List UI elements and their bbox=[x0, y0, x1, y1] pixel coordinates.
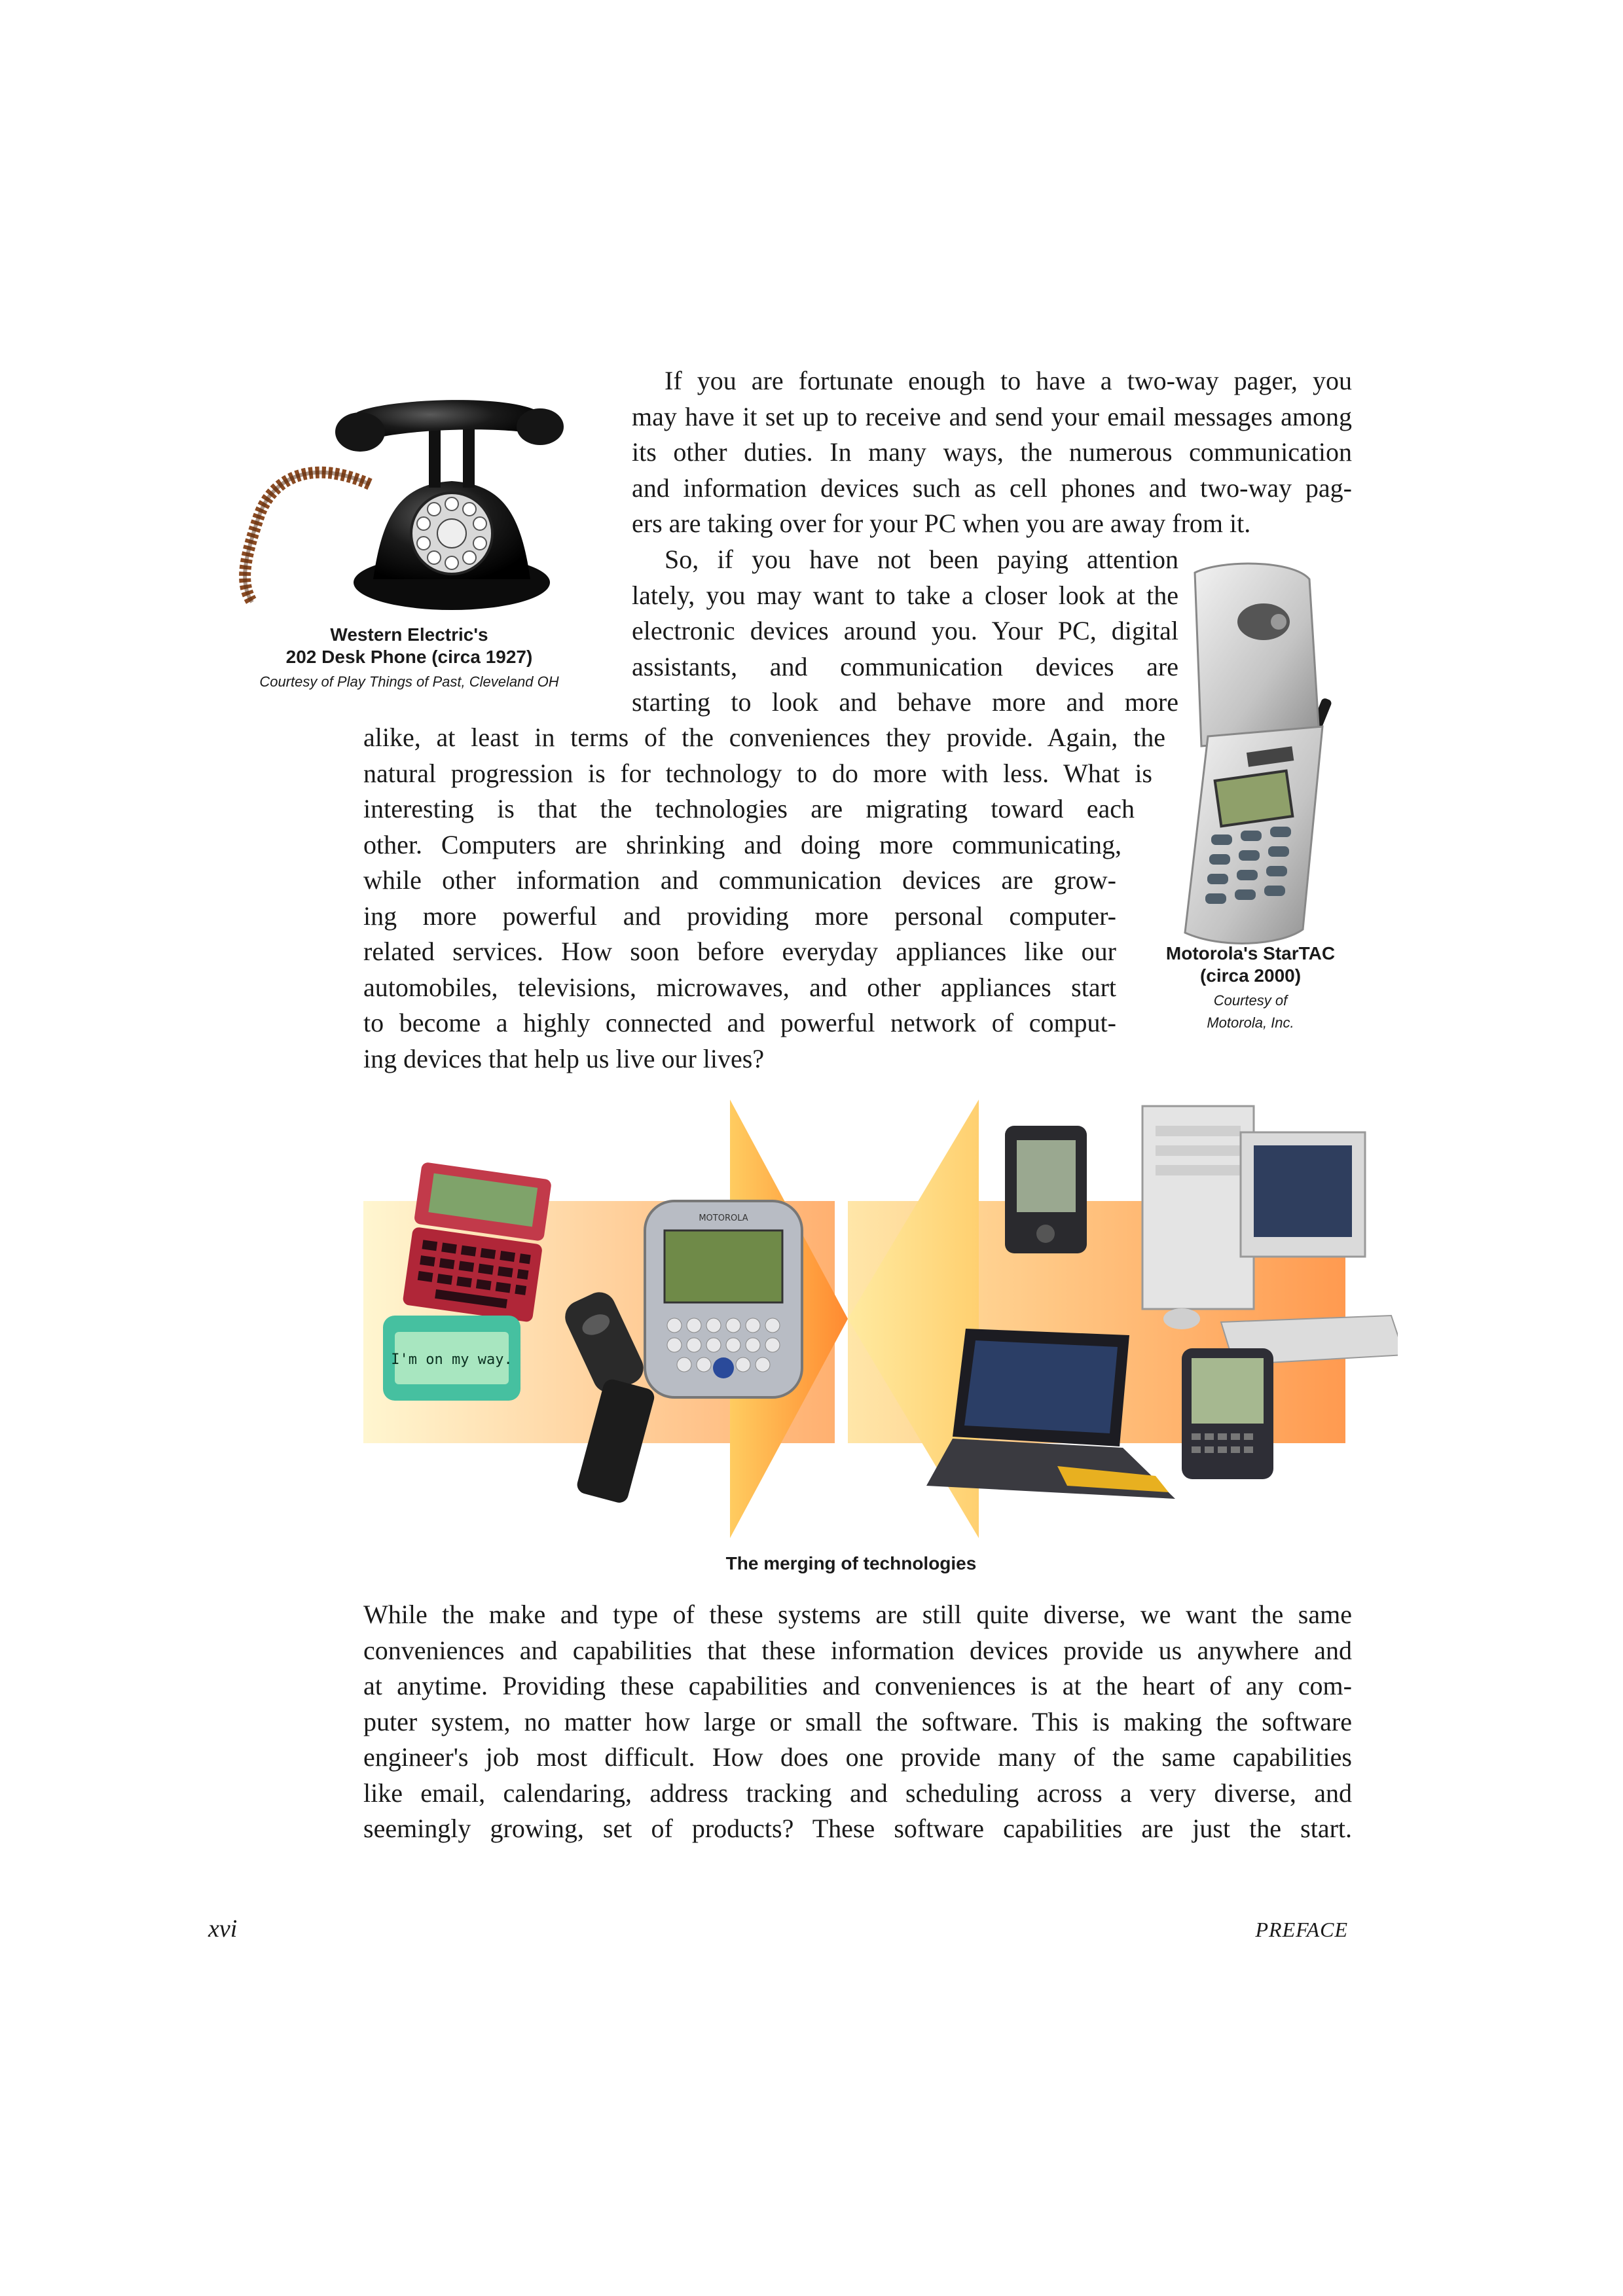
merging-figure-caption-text: The merging of technologies bbox=[725, 1553, 977, 1573]
startac-credit-line2: Motorola, Inc. bbox=[1207, 1014, 1294, 1031]
paragraph-3-line: While the make and type of these systems are still quite diverse, we want the same bbox=[363, 1600, 1352, 1629]
merging-technologies-figure bbox=[363, 1086, 1398, 1545]
paragraph-3 bbox=[363, 1597, 1352, 1847]
startac-caption bbox=[1126, 942, 1375, 1034]
pager-brand-label: MOTOROLA bbox=[699, 1213, 748, 1223]
paragraph-3-line: engineer's job most difficult. How does one provide many of the same capabilities bbox=[363, 1742, 1352, 1772]
paragraph-2-line: So, if you have not been paying attention bbox=[665, 545, 1178, 574]
paragraph-2-line: starting to look and behave more and more bbox=[632, 687, 1178, 717]
desk-phone-caption bbox=[216, 624, 602, 693]
paragraph-2-line: natural progression is for technology to do more with less. What is bbox=[363, 758, 1152, 788]
paragraph-2-line: ing devices that help us live our lives? bbox=[363, 1043, 765, 1073]
paragraph-3-line: at anytime. Providing these capabilities and conveniences is at the heart of any com- bbox=[363, 1671, 1352, 1700]
desk-phone-caption-subtitle: 202 Desk Phone (circa 1927) bbox=[285, 647, 533, 667]
desk-phone-credit: Courtesy of Play Things of Past, Cleveland OH bbox=[259, 673, 559, 690]
paragraph-3-line: puter system, no matter how large or small the software. This is making the software bbox=[363, 1706, 1352, 1736]
pager-message-text: I'm on my way. bbox=[391, 1352, 513, 1368]
startac-caption-title: Motorola's StarTAC bbox=[1165, 943, 1336, 963]
paragraph-2-line: related services. How soon before everyday appliances like our bbox=[363, 937, 1116, 966]
paragraph-2-line: electronic devices around you. Your PC, digital bbox=[632, 616, 1178, 645]
startac-credit-line1: Courtesy of bbox=[1213, 992, 1288, 1009]
paragraph-2-line: other. Computers are shrinking and doing more communicating, bbox=[363, 829, 1122, 859]
paragraph-2-line: interesting is that the technologies are migrating toward each bbox=[363, 794, 1135, 823]
paragraph-1-line: and information devices such as cell phones and two-way pag- bbox=[632, 473, 1352, 503]
paragraph-2-line: alike, at least in terms of the conveniences they provide. Again, the bbox=[363, 723, 1165, 752]
startac-phone-image bbox=[1149, 560, 1365, 952]
paragraph-3-line: like email, calendaring, address tracking and scheduling across a very diverse, and bbox=[363, 1778, 1352, 1808]
paragraph-1-line: its other duties. In many ways, the numerous communication bbox=[632, 437, 1352, 467]
paragraph-2-line: to become a highly connected and powerful network of comput- bbox=[363, 1008, 1116, 1037]
desk-phone-image bbox=[232, 386, 573, 622]
paragraph-2-line: assistants, and communication devices are bbox=[632, 651, 1178, 681]
page-number: xvi bbox=[208, 1915, 238, 1943]
paragraph-3-line: conveniences and capabilities that these information devices provide us anywhere and bbox=[363, 1635, 1352, 1665]
paragraph-2-line: lately, you may want to take a closer look at the bbox=[632, 580, 1178, 610]
paragraph-1-line: If you are fortunate enough to have a two-way pager, you bbox=[665, 366, 1352, 395]
paragraph-3-line: seemingly growing, set of products? These software capabilities are just the start. bbox=[363, 1814, 1352, 1843]
paragraph-1-line: may have it set up to receive and send your email messages among bbox=[632, 401, 1352, 431]
paragraph-2-line: ing more powerful and providing more personal computer- bbox=[363, 901, 1116, 931]
startac-caption-subtitle: (circa 2000) bbox=[1199, 965, 1302, 986]
paragraph-2-narrow bbox=[632, 542, 1178, 721]
paragraph-2-line: automobiles, televisions, microwaves, and other appliances start bbox=[363, 972, 1116, 1002]
merging-figure-caption bbox=[655, 1552, 1048, 1575]
section-label: PREFACE bbox=[1255, 1918, 1348, 1941]
desk-phone-caption-title: Western Electric's bbox=[330, 624, 488, 645]
paragraph-2-line: while other information and communication devices are grow- bbox=[363, 865, 1116, 895]
paragraph-1-line: ers are taking over for your PC when you are away from it. bbox=[632, 509, 1251, 538]
paragraph-1 bbox=[632, 363, 1352, 542]
paragraph-2-wide bbox=[363, 720, 1165, 1077]
